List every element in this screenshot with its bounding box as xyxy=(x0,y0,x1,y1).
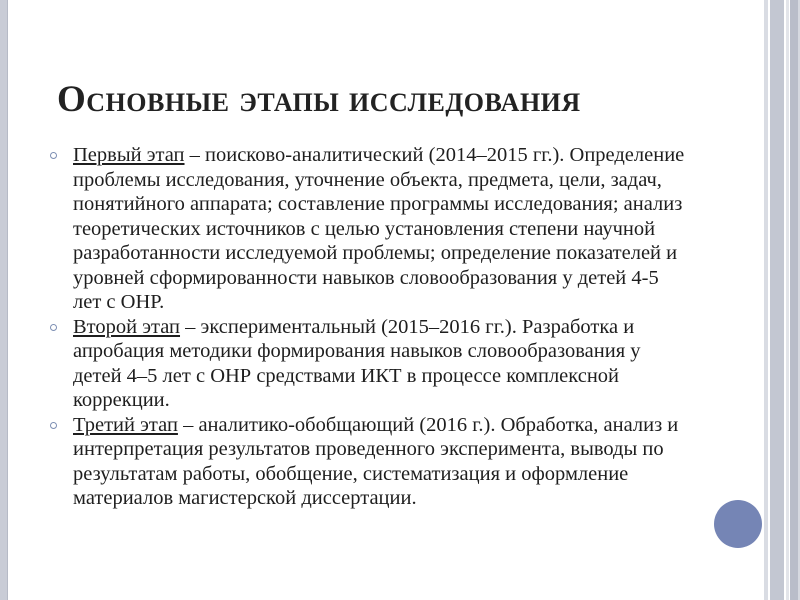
stage-name: Третий этап xyxy=(73,413,178,436)
stage-description: – поисково-аналитический (2014–2015 гг.). Определение проблемы исследования, уточнение объекта, предмета, цели, задач, понятийного аппарата; составление программы исследования; анализ теоретических источников с целью установления степени научной разработанности исследуемой проблемы; определение показателей и уровней сформированности навыков словообразования у детей 4-5 лет с ОНР. xyxy=(73,144,685,313)
right-stripes-decoration xyxy=(764,0,800,600)
slide-title: Основные этапы исследования xyxy=(57,79,581,120)
stripe xyxy=(786,0,789,600)
decorative-circle xyxy=(714,500,762,548)
bullet-icon xyxy=(50,422,57,429)
stage-name: Второй этап xyxy=(73,315,181,338)
stage-description: – экспериментальный (2015–2016 гг.). Разработка и апробация методики формирования навыков словообразования у детей 4–5 лет с ОНР средствами ИКТ в процессе комплексной коррекции. xyxy=(73,315,641,411)
stage-text xyxy=(73,413,688,511)
list-item-stage-2 xyxy=(48,315,688,413)
bullet-icon xyxy=(50,152,57,159)
stripe xyxy=(764,0,768,600)
stripe xyxy=(790,0,798,600)
list-item-stage-3 xyxy=(48,413,688,511)
left-border-decoration xyxy=(0,0,8,600)
stage-text xyxy=(73,315,688,413)
stages-list xyxy=(48,143,688,511)
list-item-stage-1 xyxy=(48,143,688,315)
bullet-icon xyxy=(50,324,57,331)
stage-text xyxy=(73,143,688,315)
stage-description: – аналитико-обобщающий (2016 г.). Обработка, анализ и интерпретация результатов проведенного эксперимента, выводы по результатам работы, обобщение, систематизация и оформление материалов магистерской диссертации. xyxy=(73,413,679,509)
stage-name: Первый этап xyxy=(73,144,185,166)
stripe xyxy=(770,0,784,600)
